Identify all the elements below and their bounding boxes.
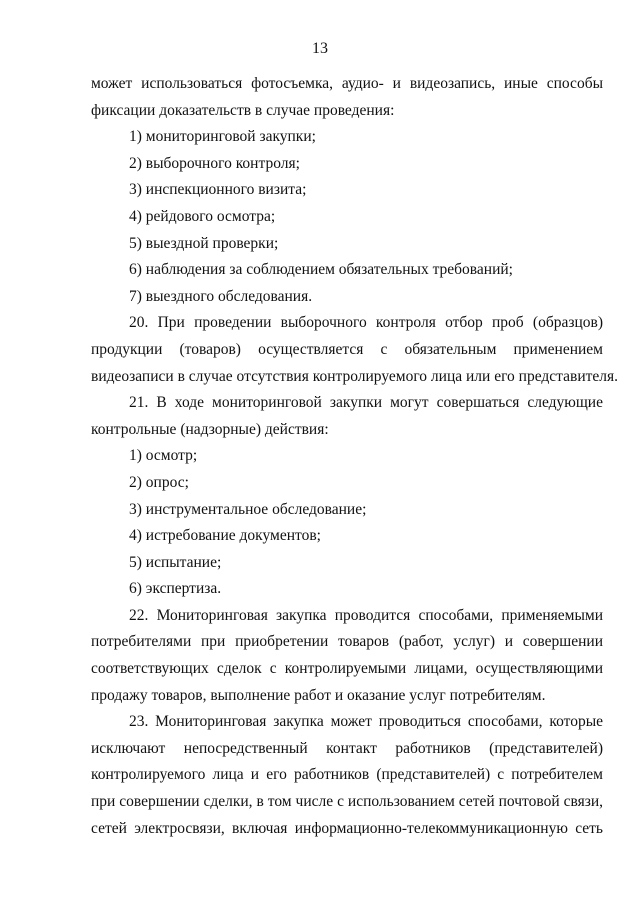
list-item: 6) экспертиза. (129, 580, 222, 598)
list-item: 2) опрос; (129, 473, 189, 491)
list-item: 3) инспекционного визита; (129, 181, 307, 199)
paragraph-20 (91, 310, 619, 390)
text-line: соответствующих сделок с контролируемыми лицами, осуществляющими (91, 660, 603, 678)
text-line: исключают непосредственный контакт работников (представителей) (91, 739, 603, 757)
paragraph-22 (91, 603, 603, 709)
list-item: 1) осмотр; (129, 447, 198, 465)
paragraph-intro (91, 71, 603, 124)
list-item: 1) мониторинговой закупки; (129, 128, 316, 146)
list-item: 5) испытание; (129, 553, 222, 571)
text-line: при совершении сделки, в том числе с использованием сетей почтовой связи, (91, 793, 603, 811)
text-line: контролируемого лица и его работников (представителей) с потребителем (91, 766, 603, 784)
list-actions (91, 443, 603, 603)
list-item: 6) наблюдения за соблюдением обязательных требований; (129, 261, 513, 279)
list-item: 7) выездного обследования. (129, 287, 313, 305)
paragraph-23 (91, 709, 603, 842)
text-line: продажу товаров, выполнение работ и оказание услуг потребителям. (91, 686, 546, 704)
list-item: 2) выборочного контроля; (129, 154, 300, 172)
text-line: видеозаписи в случае отсутствия контролируемого лица или его представителя. (91, 367, 619, 385)
paragraph-21 (91, 390, 603, 443)
list-item: 4) рейдового осмотра; (129, 207, 276, 225)
text-line: продукции (товаров) осуществляется с обязательным применением (91, 340, 603, 358)
list-item: 3) инструментальное обследование; (129, 500, 367, 518)
text-line: 22. Мониторинговая закупка проводится способами, применяемыми (129, 606, 603, 624)
document-body (91, 71, 619, 842)
page-number: 13 (312, 40, 328, 57)
list-procedures (91, 124, 603, 310)
text-line: сетей электросвязи, включая информационно-телекоммуникационную сеть (91, 819, 603, 837)
text-line: может использоваться фотосъемка, аудио- и видеозапись, иные способы (91, 75, 603, 92)
text-line: 20. При проведении выборочного контроля отбор проб (образцов) (129, 314, 603, 332)
text-line: 23. Мониторинговая закупка может проводиться способами, которые (129, 713, 603, 731)
text-line: потребителями при приобретении товаров (работ, услуг) и совершении (91, 633, 603, 651)
text-line: фиксации доказательств в случае проведения: (91, 101, 395, 119)
text-line: 21. В ходе мониторинговой закупки могут совершаться следующие (129, 394, 603, 412)
text-line: контрольные (надзорные) действия: (91, 420, 329, 438)
list-item: 5) выездной проверки; (129, 234, 279, 252)
list-item: 4) истребование документов; (129, 527, 321, 545)
